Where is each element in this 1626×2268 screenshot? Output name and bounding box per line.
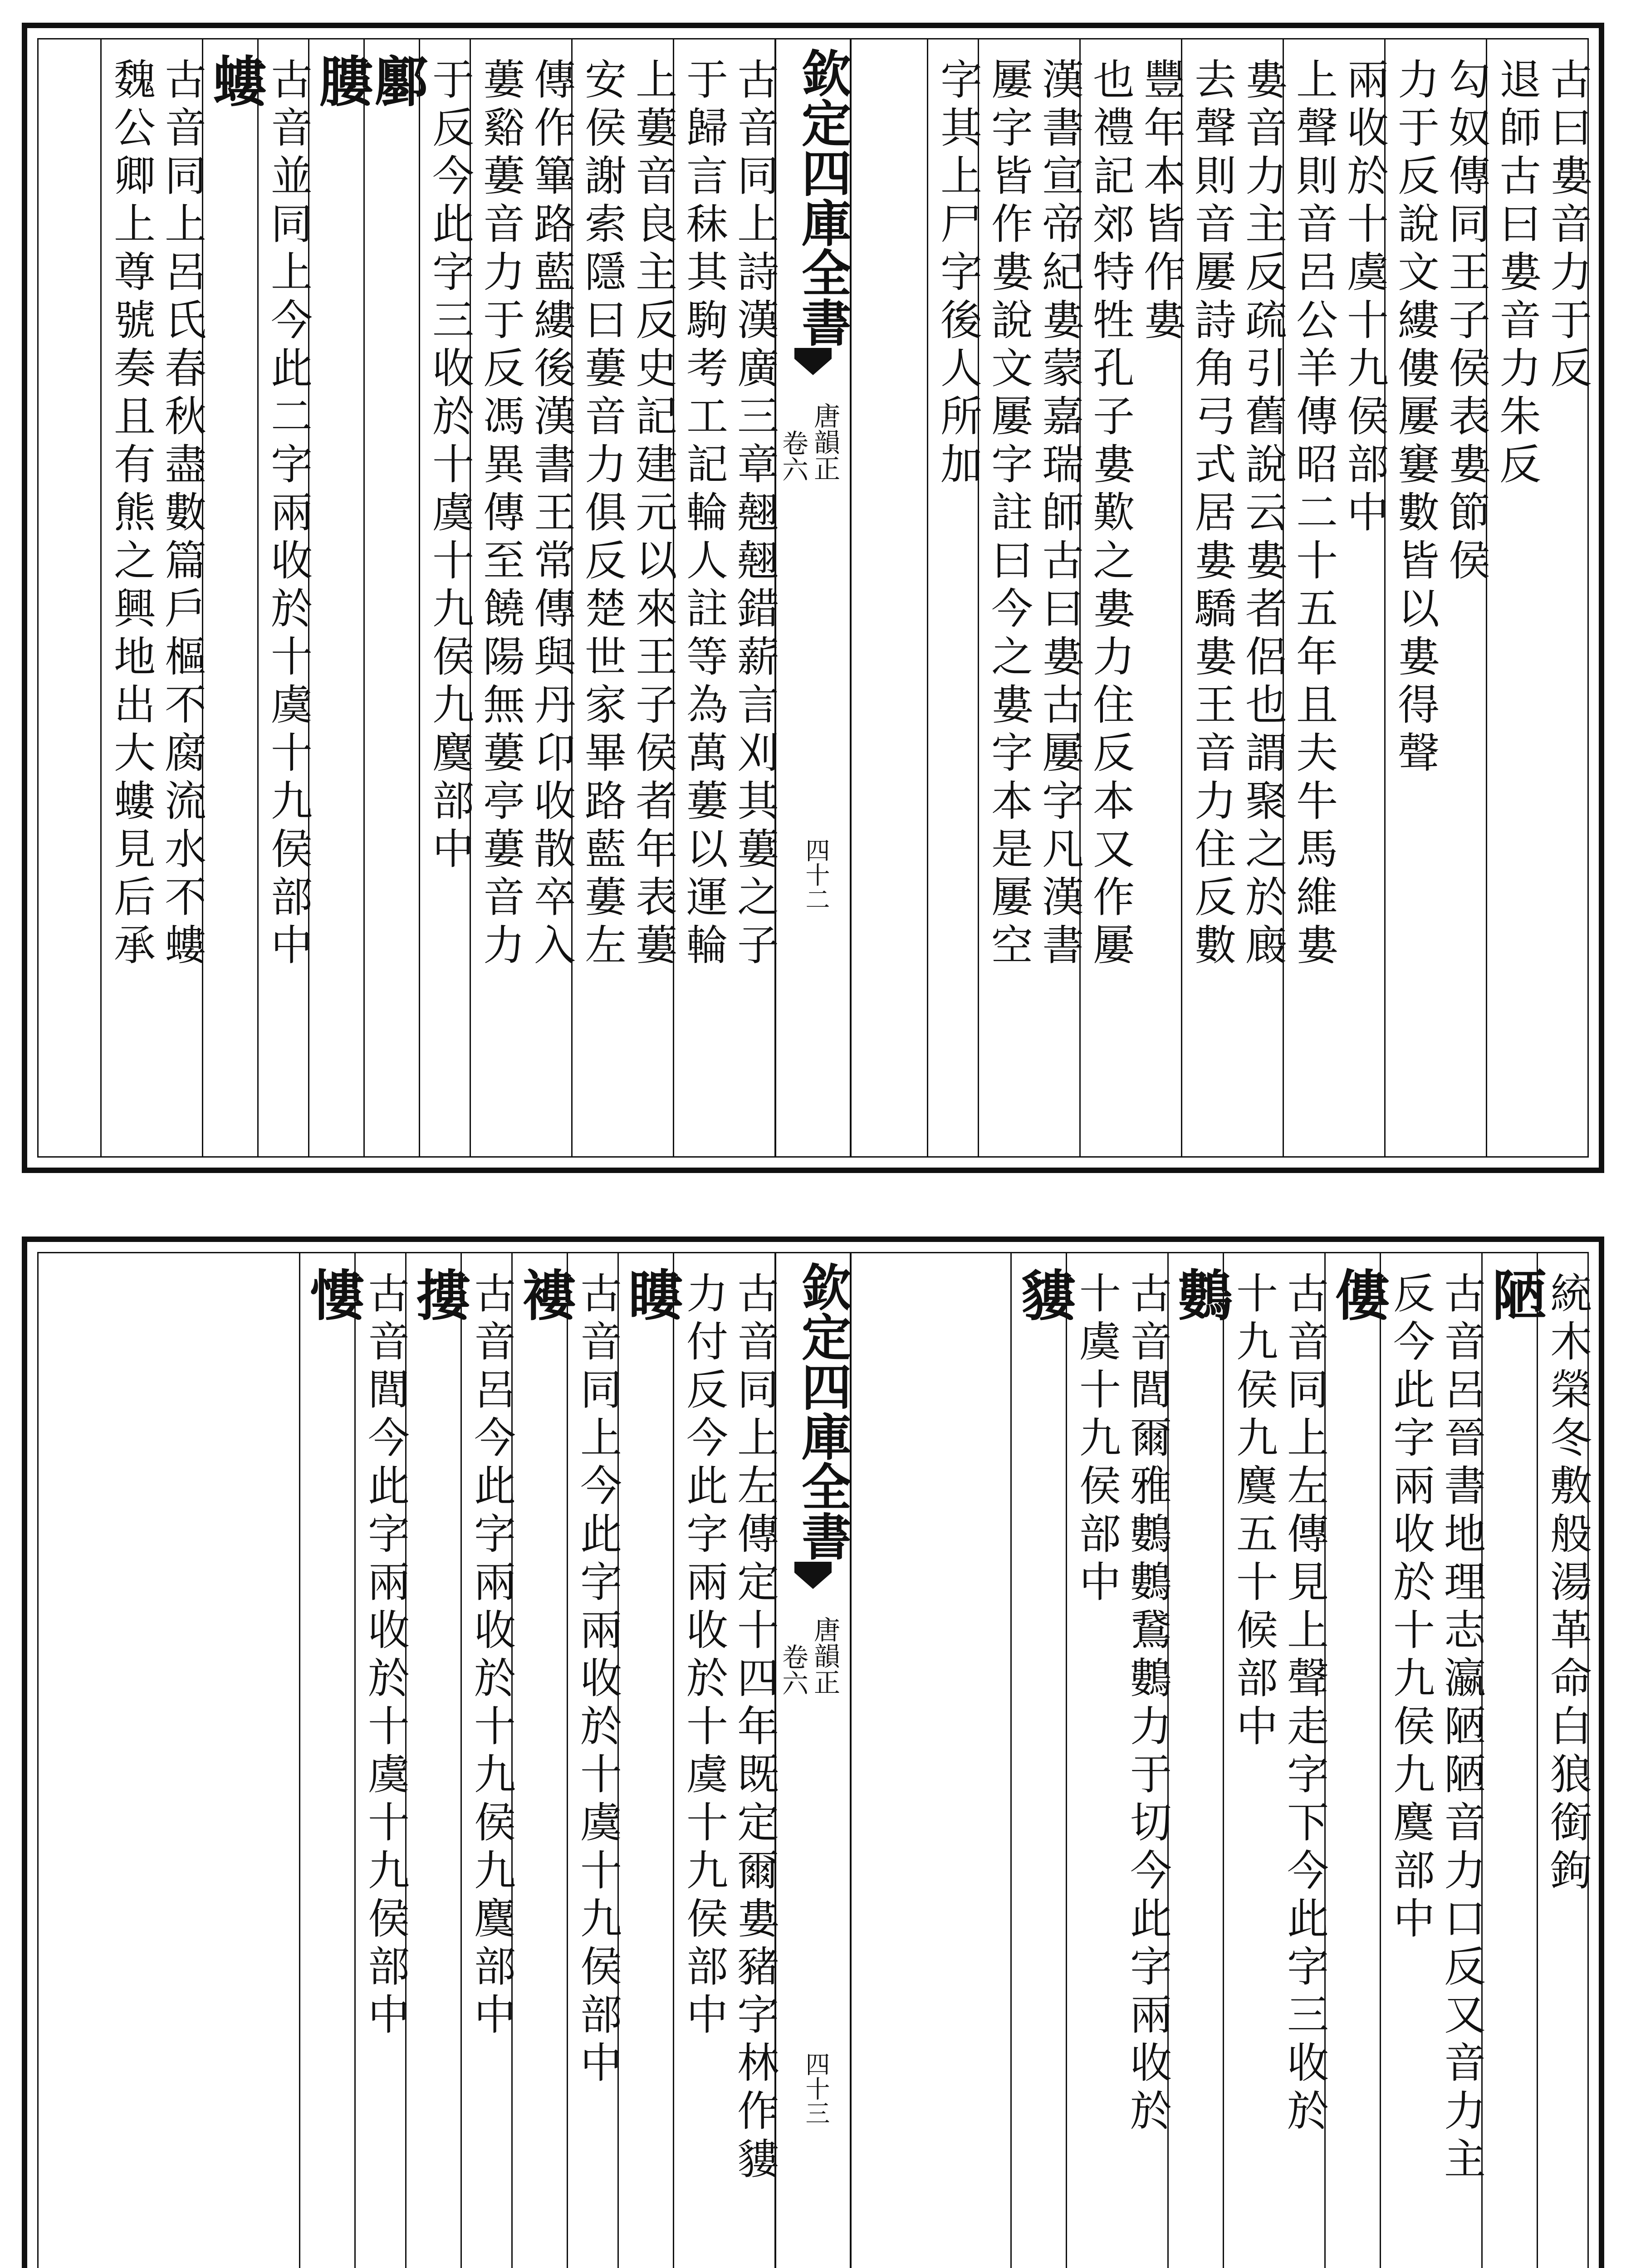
text-line: 兩收於十虞十九侯部中 bbox=[1340, 58, 1389, 538]
text-column bbox=[470, 39, 576, 1156]
text-line: 字其上尸字後人所加 bbox=[934, 58, 982, 490]
text-line: 勾奴傳同王子侯表婁節侯 bbox=[1442, 58, 1490, 587]
text-line: 退師古曰婁音力朱反 bbox=[1493, 58, 1541, 490]
page-top-frame bbox=[37, 38, 1592, 1158]
text-line: 魏公卿上尊號奏且有熊之興地出大螻見后承 bbox=[107, 58, 156, 971]
headword: 鷜 bbox=[1169, 1267, 1233, 1321]
text-column bbox=[1384, 39, 1490, 1156]
spine-book-title: 唐韻正 bbox=[809, 1616, 840, 1695]
text-line: 蔞谿蔞音力于反馮異傳至饒陽無蔞亭蔞音力 bbox=[476, 58, 525, 971]
text-column bbox=[100, 39, 206, 1156]
text-line: 傳作篳路藍縷後漢書王常傳與丹卬收散卒入 bbox=[527, 58, 576, 971]
text-line: 古音並同上今此二字兩收於十虞十九侯部中 bbox=[264, 58, 313, 971]
text-line: 漢書宣帝紀婁蒙嘉瑞師古曰婁古屢字凡漢書 bbox=[1035, 58, 1084, 971]
headword: 僂 bbox=[1326, 1267, 1390, 1321]
spine-volume: 卷六 bbox=[778, 430, 808, 482]
text-column bbox=[571, 39, 677, 1156]
page-top bbox=[22, 23, 1604, 1173]
headword: 膢 bbox=[310, 53, 374, 108]
headword: 瞜 bbox=[619, 1267, 683, 1321]
headword-column bbox=[1010, 1253, 1076, 2268]
spine-volume: 卷六 bbox=[778, 1643, 808, 1696]
text-line: 安侯謝索隱曰蔞音力俱反楚世家畢路藍蔞左 bbox=[578, 58, 627, 971]
spine-title: 欽定四庫全書 bbox=[793, 48, 852, 347]
text-column bbox=[460, 1253, 516, 2268]
text-column bbox=[1380, 1253, 1486, 2268]
text-column bbox=[1537, 1253, 1592, 2268]
headword: 摟 bbox=[407, 1267, 471, 1321]
headword-column bbox=[511, 1253, 577, 2268]
headword: 陋 bbox=[1483, 1267, 1547, 1321]
headword-column bbox=[617, 1253, 683, 2268]
text-line: 豐年本皆作婁 bbox=[1137, 58, 1185, 346]
text-line: 十九侯九麌五十候部中 bbox=[1229, 1271, 1278, 1752]
text-line: 統木榮冬敷般湯革命白狼銜鉤 bbox=[1543, 1271, 1592, 1897]
text-line: 古音閭今此字兩收於十虞十九侯部中 bbox=[361, 1271, 410, 2041]
fish-tail-mark bbox=[794, 348, 832, 375]
text-column bbox=[673, 39, 779, 1156]
spine-book-title: 唐韻正 bbox=[809, 402, 840, 481]
text-column bbox=[567, 1253, 622, 2268]
text-column bbox=[978, 39, 1084, 1156]
text-line: 古音同上左傳見上聲走字下今此字三收於 bbox=[1280, 1271, 1329, 2137]
headword-column bbox=[1324, 1253, 1390, 2268]
text-line: 去聲則音屢詩角弓式居婁驕婁王音力住反數 bbox=[1188, 58, 1236, 971]
headword: 鄽 bbox=[365, 53, 429, 108]
text-column bbox=[1486, 39, 1592, 1156]
text-line: 古音呂晉書地理志瀛陋陋音力口反又音力主 bbox=[1437, 1271, 1486, 2185]
fish-tail-mark bbox=[794, 1562, 832, 1589]
text-line: 十虞十九侯部中 bbox=[1073, 1271, 1121, 1608]
headword: 螻 bbox=[204, 53, 268, 108]
headword-column bbox=[202, 39, 268, 1156]
headword: 慺 bbox=[301, 1267, 365, 1321]
text-column bbox=[1283, 39, 1389, 1156]
page-bottom bbox=[22, 1237, 1604, 2268]
text-column bbox=[673, 1253, 779, 2268]
spine-page-number: 四十三 bbox=[802, 2052, 830, 2125]
text-line: 力于反說文縷僂屢窶數皆以婁得聲 bbox=[1391, 58, 1440, 779]
text-line: 婁音力主反疏引舊說云婁者侶也謂聚之於廄 bbox=[1239, 58, 1287, 971]
text-column bbox=[1223, 1253, 1329, 2268]
headword-column bbox=[299, 1253, 365, 2268]
text-column bbox=[354, 1253, 410, 2268]
text-line: 上聲則音呂公羊傳昭二十五年且夫牛馬維婁 bbox=[1289, 58, 1338, 971]
headword: 貗 bbox=[1012, 1267, 1076, 1321]
headword-column bbox=[363, 39, 429, 1156]
text-line: 古音同上呂氏春秋盡數篇戶樞不腐流水不螻 bbox=[158, 58, 206, 971]
text-line: 古音閭爾雅鷜鷜鵞鷜力于切今此字兩收於 bbox=[1123, 1271, 1172, 2137]
text-line: 古音同上今此字兩收於十虞十九侯部中 bbox=[573, 1271, 622, 2089]
text-column bbox=[1066, 1253, 1172, 2268]
text-line: 于歸言秣其駒考工記輪人註等為萬蔞以運輪 bbox=[680, 58, 728, 971]
text-line: 屢字皆作婁說文屢字註曰今之婁字本是屢空 bbox=[984, 58, 1033, 971]
text-line: 古音同上左傳定十四年既定爾婁豬字林作貗 bbox=[730, 1271, 779, 2185]
headword-column bbox=[308, 39, 374, 1156]
text-line: 古曰婁音力于反 bbox=[1543, 58, 1592, 394]
headword-column bbox=[405, 1253, 471, 2268]
spine-page-number: 四十二 bbox=[802, 838, 830, 911]
text-line: 古音同上詩漢廣三章翹翹錯薪言刈其蔞之子 bbox=[730, 58, 779, 971]
text-line: 于反今此字三收於十虞十九侯九麌部中 bbox=[426, 58, 474, 875]
text-column bbox=[257, 39, 313, 1156]
text-line: 上蔞音良主反史記建元以來王子侯者年表蔞 bbox=[629, 58, 677, 971]
text-column bbox=[1181, 39, 1287, 1156]
text-line: 古音呂今此字兩收於十九侯九麌部中 bbox=[467, 1271, 516, 2041]
headword-column bbox=[1167, 1253, 1233, 2268]
headword-column bbox=[1481, 1253, 1547, 2268]
text-line: 力付反今此字兩收於十虞十九侯部中 bbox=[680, 1271, 728, 2041]
text-column bbox=[1079, 39, 1185, 1156]
text-column bbox=[419, 39, 474, 1156]
spine-title: 欽定四庫全書 bbox=[793, 1261, 852, 1561]
text-line: 也禮記郊特牲孔子婁歎之婁力住反本又作屢 bbox=[1086, 58, 1135, 971]
headword: 褸 bbox=[513, 1267, 577, 1321]
text-line: 反今此字兩收於十九侯九麌部中 bbox=[1386, 1271, 1435, 1945]
spine-column bbox=[774, 1253, 852, 2268]
spine-column bbox=[774, 39, 852, 1156]
page-bottom-frame bbox=[37, 1252, 1592, 2268]
text-column bbox=[927, 39, 982, 1156]
